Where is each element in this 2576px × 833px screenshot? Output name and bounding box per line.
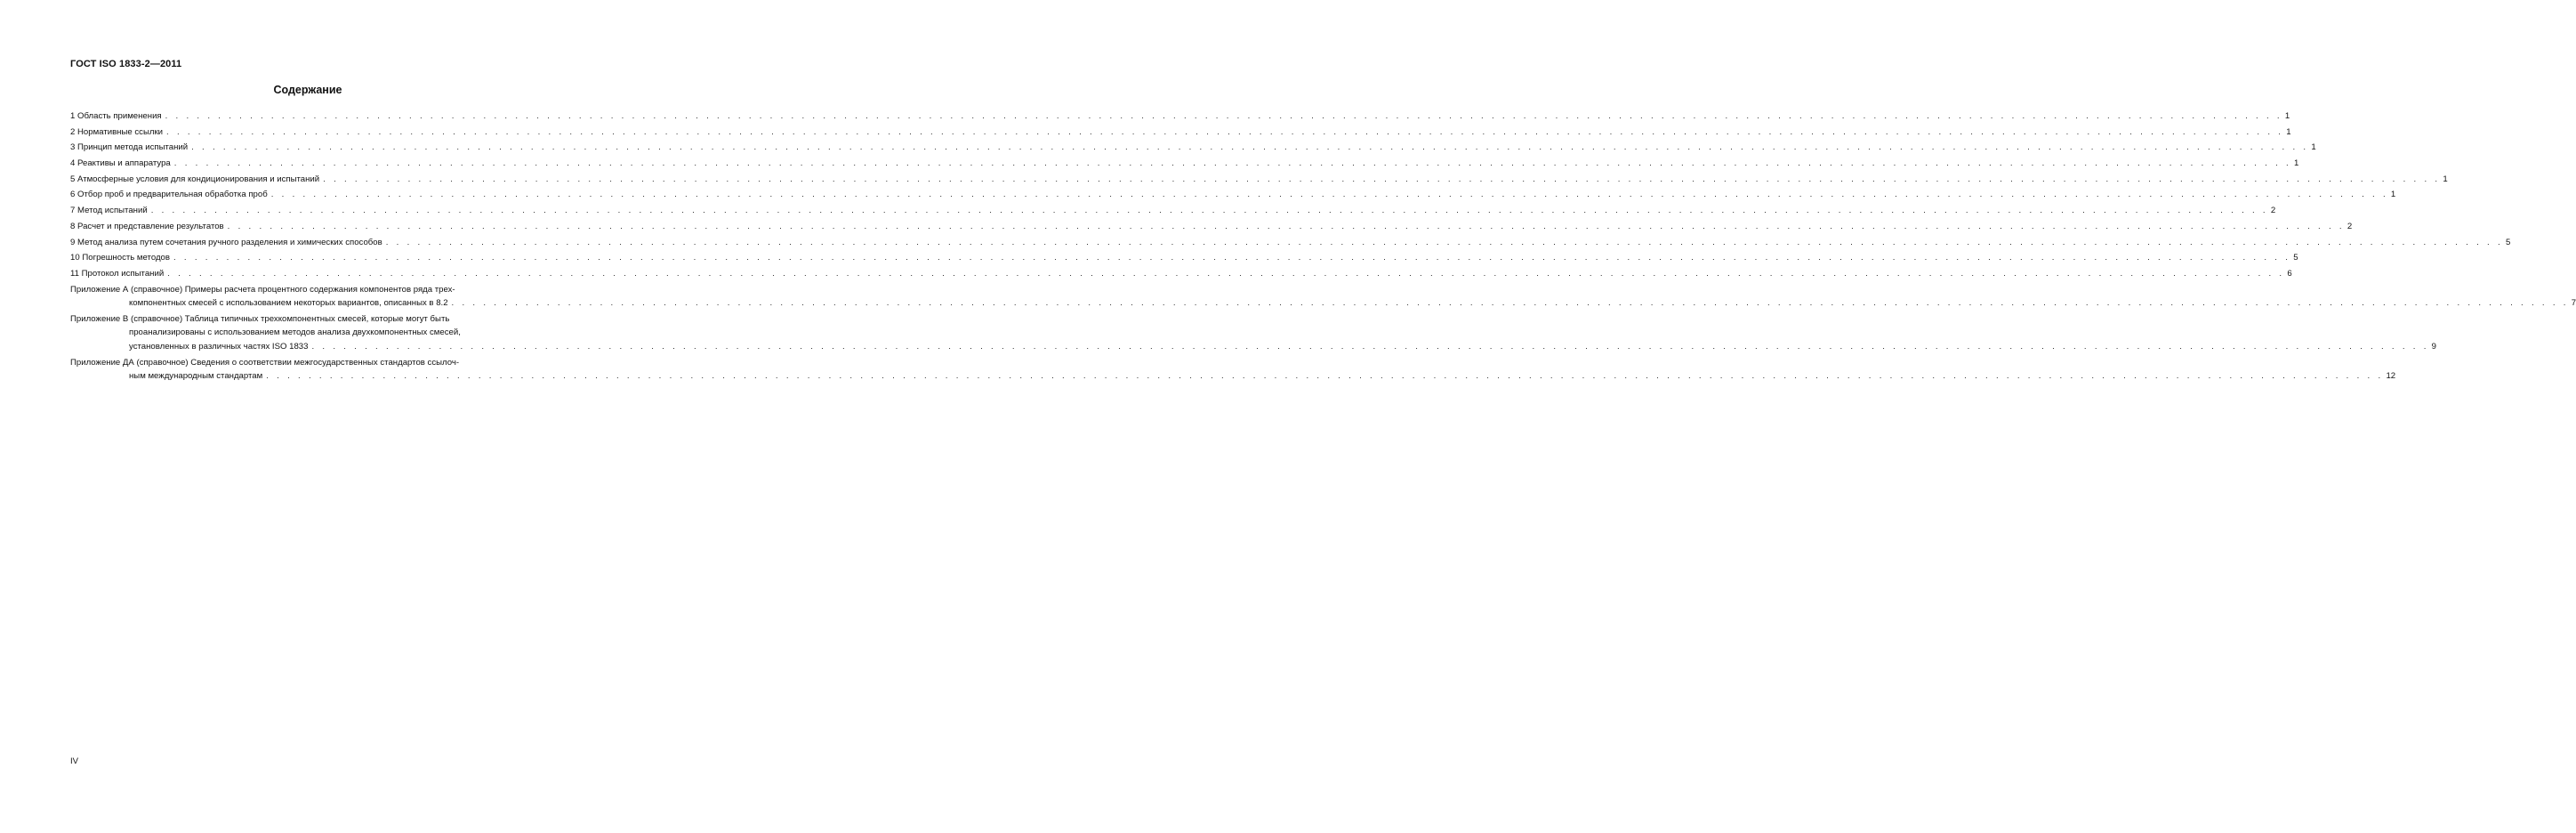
toc-entry-text: 5 Атмосферные условия для кондиционирования и испытаний [70,174,320,184]
toc-entry-text: 7 Метод испытаний [70,206,148,216]
annex-spacer [70,384,545,386]
toc-entry[interactable] [70,156,2299,172]
toc-annex-last-line [70,296,2576,310]
toc-entry[interactable] [70,250,2298,266]
toc-dot-leader: . . . . . . . . . . . . . . . . . . . . . . . . . . . . . . . . . . . . . . . . . . . . . . . . . . . . . . . . . . . . . . . . . . . . . . . . . . . . . . . . . . . . . . . . . . . . . . . . . . . . . . . . . . . . . . . . . . . . . . . . . . . . . . . . . . . . . . . . . . . . . . . . . . . . . . . . . . . . . . . . . . . . . . . . . . . . . . . . . . . . . . . . . . . . . . . . . . . . . . . . [323,174,2441,184]
toc-dot-leader: . . . . . . . . . . . . . . . . . . . . . . . . . . . . . . . . . . . . . . . . . . . . . . . . . . . . . . . . . . . . . . . . . . . . . . . . . . . . . . . . . . . . . . . . . . . . . . . . . . . . . . . . . . . . . . . . . . . . . . . . . . . . . . . . . . . . . . . . . . . . . . . . . . . . . . . . . . . . . . . . . . . . . . . . . . . . . . . . . . . . . . . . . . . . . . . . . . . . . . . . [385,237,2503,247]
toc-annex-entry[interactable] [70,312,2437,356]
toc-entry-page: 5 [2505,237,2511,247]
toc-annexes [70,283,2576,386]
toc-dot-leader: . . . . . . . . . . . . . . . . . . . . . . . . . . . . . . . . . . . . . . . . . . . . . . . . . . . . . . . . . . . . . . . . . . . . . . . . . . . . . . . . . . . . . . . . . . . . . . . . . . . . . . . . . . . . . . . . . . . . . . . . . . . . . . . . . . . . . . . . . . . . . . . . . . . . . . . . . . . . . . . . . . . . . . . . . . . . . . . . . . . . . . . . . . . . . . . . . . . . . . . . [166,126,2284,137]
toc-annex-entry[interactable] [70,356,2396,386]
table-of-contents [70,109,2576,386]
toc-annex-page: 9 [2431,341,2437,352]
toc-entry[interactable] [70,140,2316,156]
toc-entry[interactable] [70,187,2396,203]
toc-annex-last-text: компонентных смесей с использованием некоторых вариантов, описанных в 8.2 [129,297,448,308]
toc-annex-title-line: Приложение В (справочное) Таблица типичных трехкомпонентных смесей, которые могут быть [70,314,450,325]
toc-dot-leader: . . . . . . . . . . . . . . . . . . . . . . . . . . . . . . . . . . . . . . . . . . . . . . . . . . . . . . . . . . . . . . . . . . . . . . . . . . . . . . . . . . . . . . . . . . . . . . . . . . . . . . . . . . . . . . . . . . . . . . . . . . . . . . . . . . . . . . . . . . . . . . . . . . . . . . . . . . . . . . . . . . . . . . . . . . . . . . . . . . . . . . . . . . . . . . . . . . . . . . . . [191,142,2309,153]
toc-annex-continuation-line: проанализированы с использованием методов анализа двухкомпонентных смесей, [129,328,461,338]
toc-entry-page: 1 [2443,174,2448,184]
toc-annex-last-line [70,340,2437,353]
document-code: ГОСТ ISO 1833-2—2011 [70,59,182,69]
toc-annex-title-line: Приложение А (справочное) Примеры расчета процентного содержания компонентов ряда трех- [70,284,455,295]
toc-annex-page: 12 [2386,371,2396,382]
toc-entry-text: 8 Расчет и представление результатов [70,221,224,231]
toc-dot-leader: . . . . . . . . . . . . . . . . . . . . . . . . . . . . . . . . . . . . . . . . . . . . . . . . . . . . . . . . . . . . . . . . . . . . . . . . . . . . . . . . . . . . . . . . . . . . . . . . . . . . . . . . . . . . . . . . . . . . . . . . . . . . . . . . . . . . . . . . . . . . . . . . . . . . . . . . . . . . . . . . . . . . . . . . . . . . . . . . . . . . . . . . . . . . . . . . . . . . . . . . [150,206,2268,216]
toc-entry-text: 11 Протокол испытаний [70,268,165,279]
toc-dot-leader: . . . . . . . . . . . . . . . . . . . . . . . . . . . . . . . . . . . . . . . . . . . . . . . . . . . . . . . . . . . . . . . . . . . . . . . . . . . . . . . . . . . . . . . . . . . . . . . . . . . . . . . . . . . . . . . . . . . . . . . . . . . . . . . . . . . . . . . . . . . . . . . . . . . . . . . . . . . . . . . . . . . . . . . . . . . . . . . . . . . . . . . . . . . . . . . . . . . . . . . . [165,111,2282,121]
toc-entry-page: 1 [2311,142,2316,153]
toc-annex-entry[interactable] [70,283,2576,313]
toc-entry[interactable] [70,219,2353,235]
toc-entry-text: 9 Метод анализа путем сочетания ручного разделения и химических способов [70,237,382,247]
toc-dot-leader: . . . . . . . . . . . . . . . . . . . . . . . . . . . . . . . . . . . . . . . . . . . . . . . . . . . . . . . . . . . . . . . . . . . . . . . . . . . . . . . . . . . . . . . . . . . . . . . . . . . . . . . . . . . . . . . . . . . . . . . . . . . . . . . . . . . . . . . . . . . . . . . . . . . . . . . . . . . . . . . . . . . . . . . . . . . . . . . . . . . . . . . . . . . . . . . . . . . . . . . . [173,253,2291,263]
toc-dot-leader: . . . . . . . . . . . . . . . . . . . . . . . . . . . . . . . . . . . . . . . . . . . . . . . . . . . . . . . . . . . . . . . . . . . . . . . . . . . . . . . . . . . . . . . . . . . . . . . . . . . . . . . . . . . . . . . . . . . . . . . . . . . . . . . . . . . . . . . . . . . . . . . . . . . . . . . . . . . . . . . . . . . . . . . . . . . . . . . . . . . . . . . . . . . . . . . . . . . . . . . . [451,297,2569,308]
toc-entry[interactable] [70,125,2291,141]
toc-entry-page: 1 [2294,158,2299,169]
toc-annex-page: 7 [2571,297,2576,308]
toc-entry-page: 2 [2347,221,2353,231]
toc-dot-leader: . . . . . . . . . . . . . . . . . . . . . . . . . . . . . . . . . . . . . . . . . . . . . . . . . . . . . . . . . . . . . . . . . . . . . . . . . . . . . . . . . . . . . . . . . . . . . . . . . . . . . . . . . . . . . . . . . . . . . . . . . . . . . . . . . . . . . . . . . . . . . . . . . . . . . . . . . . . . . . . . . . . . . . . . . . . . . . . . . . . . . . . . . . . . . . . . . . . . . . . . [270,190,2388,200]
toc-entry-page: 1 [2390,190,2396,200]
toc-entry[interactable] [70,172,2448,188]
toc-dot-leader: . . . . . . . . . . . . . . . . . . . . . . . . . . . . . . . . . . . . . . . . . . . . . . . . . . . . . . . . . . . . . . . . . . . . . . . . . . . . . . . . . . . . . . . . . . . . . . . . . . . . . . . . . . . . . . . . . . . . . . . . . . . . . . . . . . . . . . . . . . . . . . . . . . . . . . . . . . . . . . . . . . . . . . . . . . . . . . . . . . . . . . . . . . . . . . . . . . . . . . . . [173,158,2291,169]
toc-entry-page: 1 [2284,111,2290,121]
toc-entry-page: 1 [2286,126,2291,137]
toc-entry-page: 2 [2270,206,2276,216]
toc-entry-text: 1 Область применения [70,111,162,121]
toc-entry[interactable] [70,266,2292,282]
toc-dot-leader: . . . . . . . . . . . . . . . . . . . . . . . . . . . . . . . . . . . . . . . . . . . . . . . . . . . . . . . . . . . . . . . . . . . . . . . . . . . . . . . . . . . . . . . . . . . . . . . . . . . . . . . . . . . . . . . . . . . . . . . . . . . . . . . . . . . . . . . . . . . . . . . . . . . . . . . . . . . . . . . . . . . . . . . . . . . . . . . . . . . . . . . . . . . . . . . . . . . . . . . . [311,341,2429,352]
toc-entry-text: 2 Нормативные ссылки [70,126,164,137]
toc-annex-last-line [70,369,2396,383]
toc-entry[interactable] [70,203,2276,219]
toc-entry[interactable] [70,109,2290,125]
toc-entry-page: 5 [2293,253,2298,263]
toc-dot-leader: . . . . . . . . . . . . . . . . . . . . . . . . . . . . . . . . . . . . . . . . . . . . . . . . . . . . . . . . . . . . . . . . . . . . . . . . . . . . . . . . . . . . . . . . . . . . . . . . . . . . . . . . . . . . . . . . . . . . . . . . . . . . . . . . . . . . . . . . . . . . . . . . . . . . . . . . . . . . . . . . . . . . . . . . . . . . . . . . . . . . . . . . . . . . . . . . . . . . . . . . [167,268,2285,279]
toc-dot-leader: . . . . . . . . . . . . . . . . . . . . . . . . . . . . . . . . . . . . . . . . . . . . . . . . . . . . . . . . . . . . . . . . . . . . . . . . . . . . . . . . . . . . . . . . . . . . . . . . . . . . . . . . . . . . . . . . . . . . . . . . . . . . . . . . . . . . . . . . . . . . . . . . . . . . . . . . . . . . . . . . . . . . . . . . . . . . . . . . . . . . . . . . . . . . . . . . . . . . . . . . [266,371,2384,382]
toc-annex-last-text: установленных в различных частях ISO 1833 [129,341,309,352]
toc-entry-text: 4 Реактивы и аппаратура [70,158,171,169]
toc-entry-text: 10 Погрешность методов [70,253,170,263]
toc-title: Содержание [273,84,342,96]
toc-annex-last-text: ным международным стандартам [129,371,263,382]
toc-annex-title-line: Приложение ДА (справочное) Сведения о соответствии межгосударственных стандартов ссылоч- [70,358,460,368]
toc-entries [70,109,2511,282]
toc-dot-leader: . . . . . . . . . . . . . . . . . . . . . . . . . . . . . . . . . . . . . . . . . . . . . . . . . . . . . . . . . . . . . . . . . . . . . . . . . . . . . . . . . . . . . . . . . . . . . . . . . . . . . . . . . . . . . . . . . . . . . . . . . . . . . . . . . . . . . . . . . . . . . . . . . . . . . . . . . . . . . . . . . . . . . . . . . . . . . . . . . . . . . . . . . . . . . . . . . . . . . . . . [227,221,2345,231]
toc-entry-page: 6 [2287,268,2292,279]
page-number: IV [70,756,79,766]
toc-entry[interactable] [70,235,2511,251]
toc-entry-text: 3 Принцип метода испытаний [70,142,189,153]
toc-entry-text: 6 Отбор проб и предварительная обработка проб [70,190,268,200]
